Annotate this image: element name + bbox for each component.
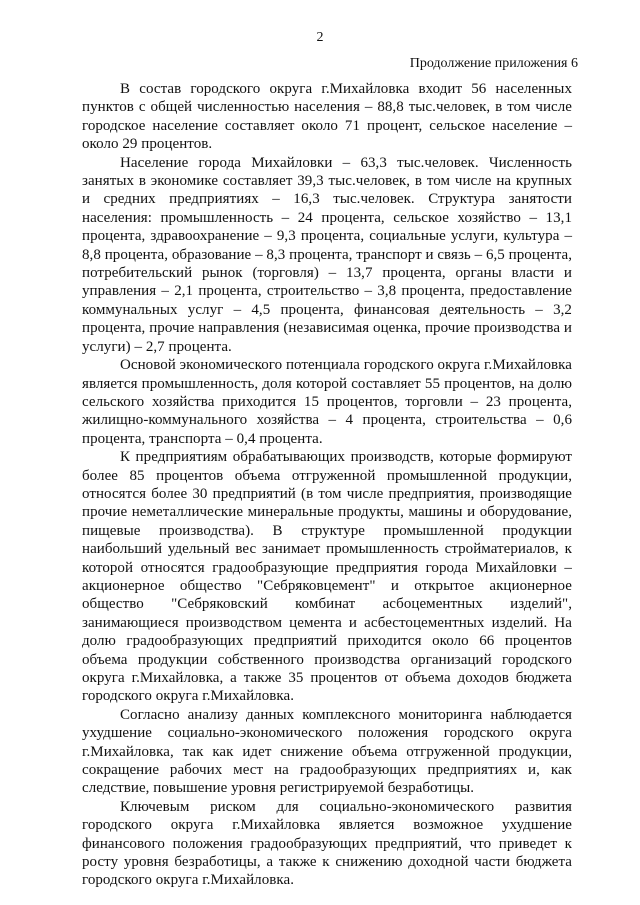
paragraph-key-risk: Ключевым риском для социально-экономического развития городского округа г.Михайловка является возможное ухудшение финансового положения градообразующих предприятий, что приведет к росту уровня безработицы, а также к снижению доходной части бюджета городского округа г.Михайловка.: [82, 798, 572, 889]
paragraph-economic-basis: Основой экономического потенциала городского округа г.Михайловка является промышленность, доля которой составляет 55 процентов, на долю сельского хозяйства приходится 15 процентов, торговли – 23 процента, жилищно-коммунального хозяйства – 4 процента, строительства – 0,6 процента, транспорта – 0,4 процента.: [82, 357, 572, 447]
continuation-note: Продолжение приложения 6: [409, 56, 578, 71]
page-number: 2: [316, 30, 324, 45]
paragraph-manufacturing-enterprises: К предприятиям обрабатывающих производств, которые формируют более 85 процентов объема отгруженной промышленной продукции, относятся более 30 предприятий (в том числе предприятия, производящие прочие неметаллические минеральные продукты, машины и оборудование, пищевые производства). В структуре промышленной продукции наибольший удельный вес занимает промышленность стройматериалов, к которой относятся градообразующие предприятия города Михайловки – акционерное общество "Себряковцемент" и открытое акционерное общество "Себряковский комбинат асбоцементных изделий", занимающиеся производством цемента и асбестоцементных изделий. На долю градообразующих предприятий приходится около 66 процентов объема продукции собственного производства организаций городского округа г.Михайловка, а также 35 процентов от объема доходов бюджета городского округа г.Михайловка.: [82, 449, 572, 705]
paragraph-monitoring-analysis: Согласно анализу данных комплексного мониторинга наблюдается ухудшение социально-экономического положения городского округа г.Михайловка, так как идет снижение объема отгруженной продукции, сокращение рабочих мест на градообразующих предприятиях и, как следствие, повышение уровня регистрируемой безработицы.: [82, 706, 572, 797]
paragraph-population-employment: Население города Михайловки – 63,3 тыс.человек. Численность занятых в экономике составляет 39,3 тыс.человек, в том числе на крупных и средних предприятиях – 16,3 тыс.человек. Структура занятости населения: промышленность – 24 процента, сельское хозяйство – 13,1 процента, здравоохранение – 9,3 процента, социальные услуги, культура – 8,8 процента, образование – 8,3 процента, транспорт и связь – 6,5 процента, потребительский рынок (торговля) – 13,7 процента, органы власти и управления – 2,1 процента, строительство – 3,8 процента, предоставление коммунальных услуг – 4,5 процента, финансовая деятельность – 3,2 процента, прочие направления (независимая оценка, прочие производства и услуги) – 2,7 процента.: [82, 154, 572, 355]
paragraph-municipal-composition: В состав городского округа г.Михайловка входит 56 населенных пунктов с общей численностью населения – 88,8 тыс.человек, в том числе городское население составляет около 71 процент, сельское население – около 29 процентов.: [82, 81, 572, 153]
document-body: [82, 80, 572, 890]
